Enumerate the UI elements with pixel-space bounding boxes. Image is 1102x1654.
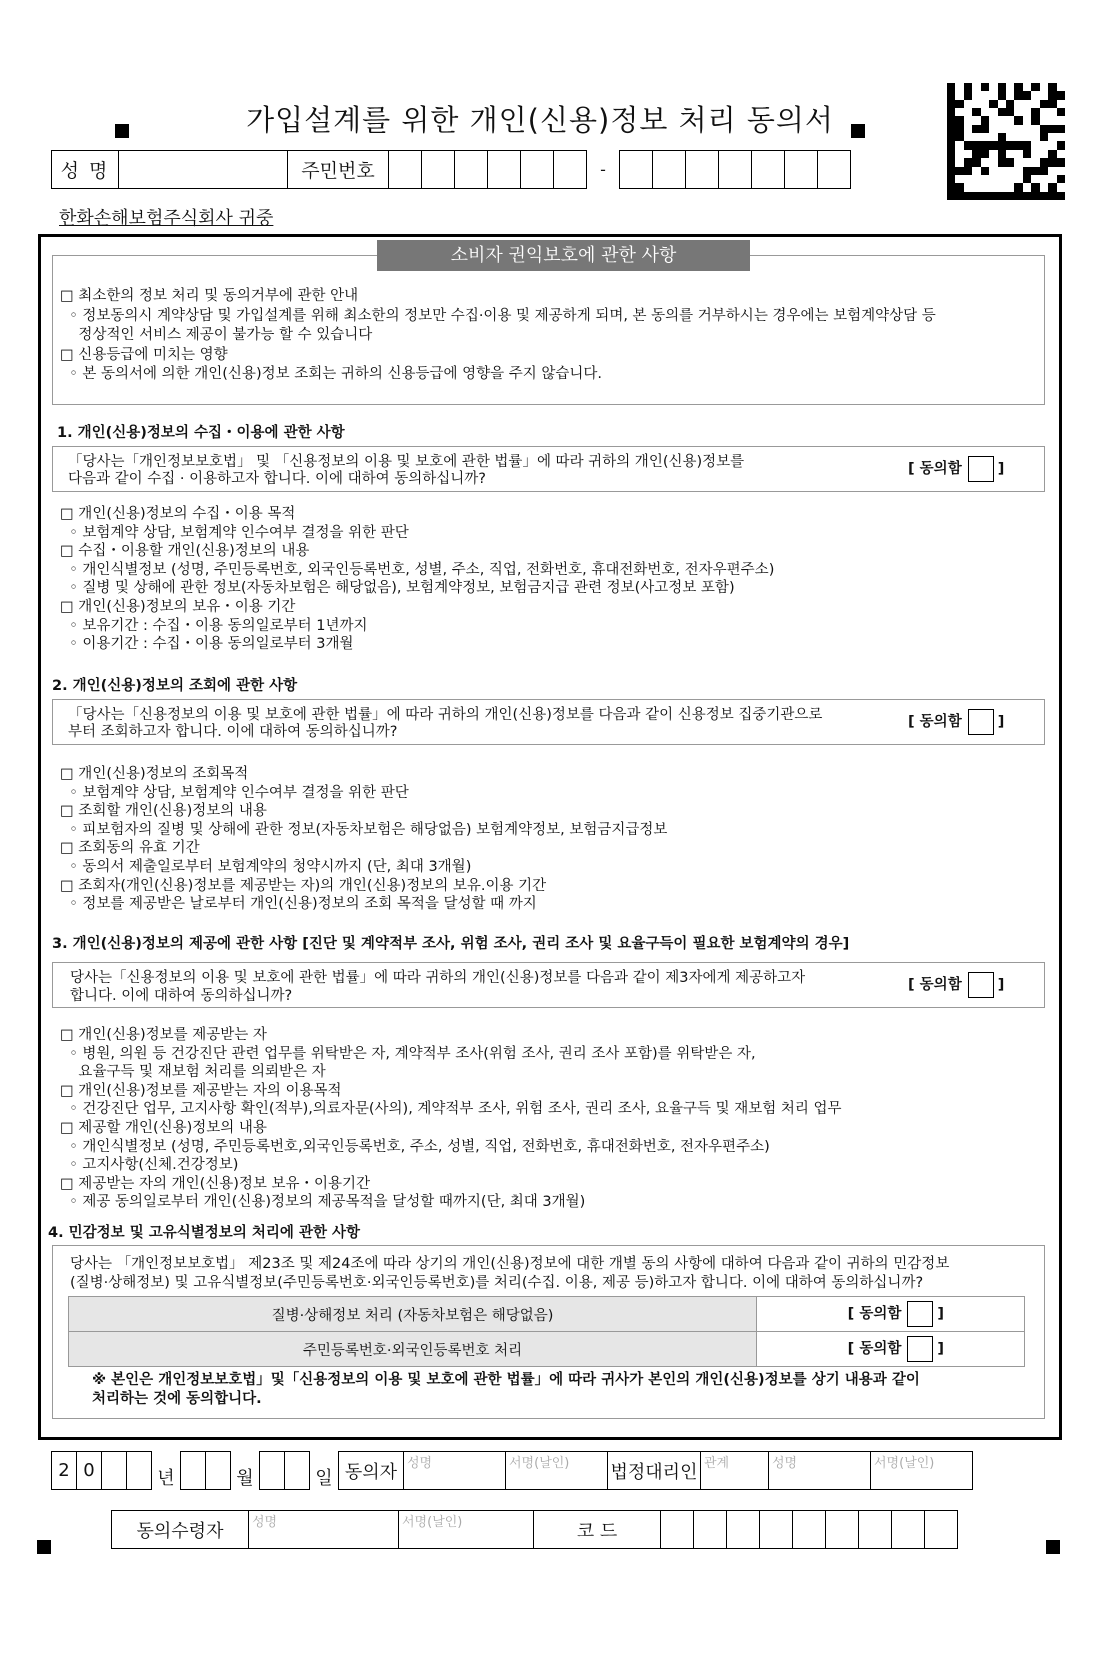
day-label: 일 xyxy=(310,1452,339,1490)
year-field[interactable] xyxy=(127,1452,152,1490)
section1-agree-checkbox[interactable] xyxy=(968,456,994,482)
ssn-digit-field[interactable] xyxy=(521,151,554,189)
section2-question-line: 「당사는「신용정보의 이용 및 보호에 관한 법률」에 따라 귀하의 개인(신용)정보를 다음과 같이 신용정보 집중기관으로 xyxy=(68,707,823,723)
unique-id-agree xyxy=(757,1332,1025,1367)
code-digit-field[interactable] xyxy=(925,1511,958,1549)
agree-label: [ 동의함 xyxy=(847,1341,902,1357)
receiver-label: 동의수령자 xyxy=(112,1511,249,1549)
code-digit-field[interactable] xyxy=(826,1511,859,1549)
sensitive-info-checkbox[interactable] xyxy=(907,1301,933,1327)
consent-note-line: ※ 본인은 개인정보보호법」및「신용정보의 이용 및 보호에 관한 법률」에 따라 귀사가 본인의 개인(신용)정보를 상기 내용과 같이 xyxy=(92,1372,920,1388)
page-title: 가입설계를 위한 개인(신용)정보 처리 동의서 xyxy=(246,103,834,137)
registration-mark-bottom-left xyxy=(37,1540,51,1554)
month-field[interactable] xyxy=(206,1452,231,1490)
detail-line: ◦ 병원, 의원 등 건강진단 관련 업무를 위탁받은 자, 계약적부 조사(위험 조사, 권리 조사 포함)를 위탁받은 자, xyxy=(60,1045,756,1062)
year-digit: 2 xyxy=(52,1452,77,1490)
ssn-dash: - xyxy=(587,151,620,189)
year-digit: 0 xyxy=(77,1452,102,1490)
legal-rep-label: 법정대리인 xyxy=(608,1452,701,1490)
registration-mark-top-left xyxy=(115,124,129,138)
detail-line: ◦ 질병 및 상해에 관한 정보(자동차보험은 해당없음), 보험계약정보, 보험금지급 관련 정보(사고정보 포함) xyxy=(60,580,735,597)
detail-line: 요율구득 및 재보험 처리를 의뢰받은 자 xyxy=(60,1064,326,1081)
applicant-info-table xyxy=(51,150,851,189)
section3-heading: 3. 개인(신용)정보의 제공에 관한 사항 [진단 및 계약적부 조사, 위험 조사, 권리 조사 및 요율구득이 필요한 보험계약의 경우] xyxy=(52,936,850,952)
section2-agree-checkbox[interactable] xyxy=(968,709,994,735)
registration-mark-bottom-right xyxy=(1046,1540,1060,1554)
detail-line: ◦ 보험계약 상담, 보험계약 인수여부 결정을 위한 판단 xyxy=(60,784,409,801)
section2-question-line: 부터 조회하고자 합니다. 이에 대하여 동의하십니까? xyxy=(68,724,398,740)
detail-line: □ 최소한의 정보 처리 및 동의거부에 관한 안내 xyxy=(60,288,359,304)
receiver-sign-field[interactable]: 서명(날인) xyxy=(399,1511,534,1549)
section3-agree xyxy=(908,972,1004,998)
legal-rep-sign-field[interactable]: 서명(날인) xyxy=(871,1452,973,1490)
receiver-name-field[interactable]: 성명 xyxy=(249,1511,399,1549)
code-label: 코 드 xyxy=(534,1511,661,1549)
month-label: 월 xyxy=(231,1452,260,1490)
table-row xyxy=(69,1332,1025,1367)
agree-label: [ 동의함 xyxy=(847,1306,902,1322)
signature-table xyxy=(51,1451,973,1490)
code-digit-field[interactable] xyxy=(793,1511,826,1549)
ssn-label: 주민번호 xyxy=(288,151,389,189)
code-digit-field[interactable] xyxy=(760,1511,793,1549)
ssn-digit-field[interactable] xyxy=(785,151,818,189)
detail-line: □ 제공받는 자의 개인(신용)정보 보유・이용기간 xyxy=(60,1175,371,1192)
section4-heading: 4. 민감정보 및 고유식별정보의 처리에 관한 사항 xyxy=(48,1225,361,1241)
section3-question-line: 합니다. 이에 대하여 동의하십니까? xyxy=(70,988,293,1004)
ssn-digit-field[interactable] xyxy=(818,151,851,189)
code-digit-field[interactable] xyxy=(661,1511,694,1549)
detail-line: □ 조회자(개인(신용)정보를 제공받는 자)의 개인(신용)정보의 보유.이용 기간 xyxy=(60,877,547,894)
consenter-sign-field[interactable]: 서명(날인) xyxy=(506,1452,608,1490)
company-addressee: 한화손해보험주식회사 귀중 xyxy=(59,208,274,229)
section1-heading: 1. 개인(신용)정보의 수집・이용에 관한 사항 xyxy=(57,425,345,441)
detail-line: □ 조회동의 유효 기간 xyxy=(60,840,200,857)
ssn-digit-field[interactable] xyxy=(422,151,455,189)
detail-line: □ 개인(신용)정보를 제공받는 자 xyxy=(60,1027,267,1043)
unique-id-checkbox[interactable] xyxy=(907,1336,933,1362)
detail-line: ◦ 보유기간 : 수집・이용 동의일로부터 1년까지 xyxy=(60,617,368,634)
detail-line: □ 개인(신용)정보의 조회목적 xyxy=(60,766,249,782)
ssn-digit-field[interactable] xyxy=(686,151,719,189)
section4-question-line: 당사는 「개인정보보호법」 제23조 및 제24조에 따라 상기의 개인(신용)정보에 대한 개별 동의 사항에 대하여 다음과 같이 귀하의 민감정보 xyxy=(70,1256,950,1272)
ssn-digit-field[interactable] xyxy=(389,151,422,189)
sensitive-info-label: 질병·상해정보 처리 (자동차보험은 해당없음) xyxy=(69,1297,757,1332)
section1-question-line: 「당사는「개인정보보호법」 및 「신용정보의 이용 및 보호에 관한 법률」에 따라 귀하의 개인(신용)정보를 xyxy=(68,454,745,470)
code-digit-field[interactable] xyxy=(694,1511,727,1549)
code-digit-field[interactable] xyxy=(892,1511,925,1549)
section1-agree xyxy=(908,456,1004,482)
consenter-label: 동의자 xyxy=(339,1452,404,1490)
detail-line: ◦ 정보동의시 계약상담 및 가입설계를 위해 최소한의 정보만 수집·이용 및 제공하게 되며, 본 동의를 거부하시는 경우에는 보험계약상담 등 xyxy=(60,307,936,324)
barcode-icon xyxy=(947,83,1065,200)
detail-line: □ 조회할 개인(신용)정보의 내용 xyxy=(60,803,267,820)
detail-line: ◦ 개인식별정보 (성명, 주민등록번호,외국인등록번호, 주소, 성별, 직업, 전화번호, 휴대전화번호, 전자우편주소) xyxy=(60,1138,770,1155)
section2-heading: 2. 개인(신용)정보의 조회에 관한 사항 xyxy=(52,678,298,694)
day-field[interactable] xyxy=(285,1452,310,1490)
sensitive-info-agree xyxy=(757,1297,1025,1332)
detail-line: □ 개인(신용)정보의 보유・이용 기간 xyxy=(60,599,296,615)
detail-line: □ 수집・이용할 개인(신용)정보의 내용 xyxy=(60,543,310,560)
agree-close: ] xyxy=(937,1306,944,1322)
ssn-digit-field[interactable] xyxy=(455,151,488,189)
ssn-digit-field[interactable] xyxy=(653,151,686,189)
year-label: 년 xyxy=(152,1452,181,1490)
detail-line: ◦ 고지사항(신체.건강정보) xyxy=(60,1157,239,1174)
code-digit-field[interactable] xyxy=(859,1511,892,1549)
detail-line: □ 개인(신용)정보의 수집・이용 목적 xyxy=(60,506,296,522)
detail-line: ◦ 이용기간 : 수집・이용 동의일로부터 3개월 xyxy=(60,636,354,653)
detail-line: □ 제공할 개인(신용)정보의 내용 xyxy=(60,1120,267,1136)
code-digit-field[interactable] xyxy=(727,1511,760,1549)
section4-consent-table xyxy=(68,1296,1025,1367)
agree-close: ] xyxy=(997,977,1005,993)
section4-question-line: (질병·상해정보) 및 고유식별정보(주민등록번호·외국인등록번호)를 처리(수집. 이용, 제공 등)하고자 합니다. 이에 대하여 동의하십니까? xyxy=(70,1275,924,1291)
detail-line: ◦ 건강진단 업무, 고지사항 확인(적부),의료자문(사의), 계약적부 조사, 위험 조사, 권리 조사, 요율구득 및 재보험 처리 업무 xyxy=(60,1101,842,1118)
section3-question-line: 당사는「신용정보의 이용 및 보호에 관한 법률」에 따라 귀하의 개인(신용)정보를 다음과 같이 제3자에게 제공하고자 xyxy=(70,970,806,986)
unique-id-label: 주민등록번호·외국인등록번호 처리 xyxy=(69,1332,757,1367)
detail-line: □ 개인(신용)정보를 제공받는 자의 이용목적 xyxy=(60,1082,342,1099)
table-row xyxy=(69,1297,1025,1332)
name-label: 성 명 xyxy=(52,151,119,189)
agree-close: ] xyxy=(937,1341,944,1357)
agree-close: ] xyxy=(997,461,1005,477)
detail-line: ◦ 제공 동의일로부터 개인(신용)정보의 제공목적을 달성할 때까지(단, 최대 3개월) xyxy=(60,1194,586,1211)
detail-line: ◦ 개인식별정보 (성명, 주민등록번호, 외국인등록번호, 성별, 주소, 직업, 전화번호, 휴대전화번호, 전자우편주소) xyxy=(60,561,775,578)
detail-line: ◦ 보험계약 상담, 보험계약 인수여부 결정을 위한 판단 xyxy=(60,524,409,541)
legal-rep-relation-field[interactable]: 관계 xyxy=(701,1452,769,1490)
agree-label: [ 동의함 xyxy=(908,714,962,730)
agree-label: [ 동의함 xyxy=(908,977,962,993)
detail-line: ◦ 피보험자의 질병 및 상해에 관한 정보(자동차보험은 해당없음) 보험계약정보, 보험금지급정보 xyxy=(60,821,668,838)
consent-note-line: 처리하는 것에 동의합니다. xyxy=(92,1391,262,1407)
detail-line: 정상적인 서비스 제공이 불가능 할 수 있습니다 xyxy=(60,327,373,344)
section2-agree xyxy=(908,709,1004,735)
receiver-table xyxy=(111,1510,958,1549)
ssn-digit-field[interactable] xyxy=(719,151,752,189)
ssn-digit-field[interactable] xyxy=(488,151,521,189)
detail-line: ◦ 동의서 제출일로부터 보험계약의 청약시까지 (단, 최대 3개월) xyxy=(60,859,472,875)
detail-line: □ 신용등급에 미치는 영향 xyxy=(60,346,228,363)
day-field[interactable] xyxy=(260,1452,285,1490)
name-field[interactable] xyxy=(119,151,288,189)
consumer-protection-tab: 소비자 권익보호에 관한 사항 xyxy=(377,240,750,271)
section3-agree-checkbox[interactable] xyxy=(968,972,994,998)
year-field[interactable] xyxy=(102,1452,127,1490)
detail-line: ◦ 정보를 제공받은 날로부터 개인(신용)정보의 조회 목적을 달성할 때 까지 xyxy=(60,896,537,913)
agree-close: ] xyxy=(997,714,1005,730)
month-field[interactable] xyxy=(181,1452,206,1490)
section1-question-line: 다음과 같이 수집 · 이용하고자 합니다. 이에 대하여 동의하십니까? xyxy=(68,471,486,487)
consenter-name-field[interactable]: 성명 xyxy=(404,1452,506,1490)
ssn-digit-field[interactable] xyxy=(752,151,785,189)
detail-line: ◦ 본 동의서에 의한 개인(신용)정보 조회는 귀하의 신용등급에 영향을 주지 않습니다. xyxy=(60,366,603,383)
legal-rep-name-field[interactable]: 성명 xyxy=(769,1452,871,1490)
ssn-digit-field[interactable] xyxy=(554,151,587,189)
ssn-digit-field[interactable] xyxy=(620,151,653,189)
agree-label: [ 동의함 xyxy=(908,461,962,477)
